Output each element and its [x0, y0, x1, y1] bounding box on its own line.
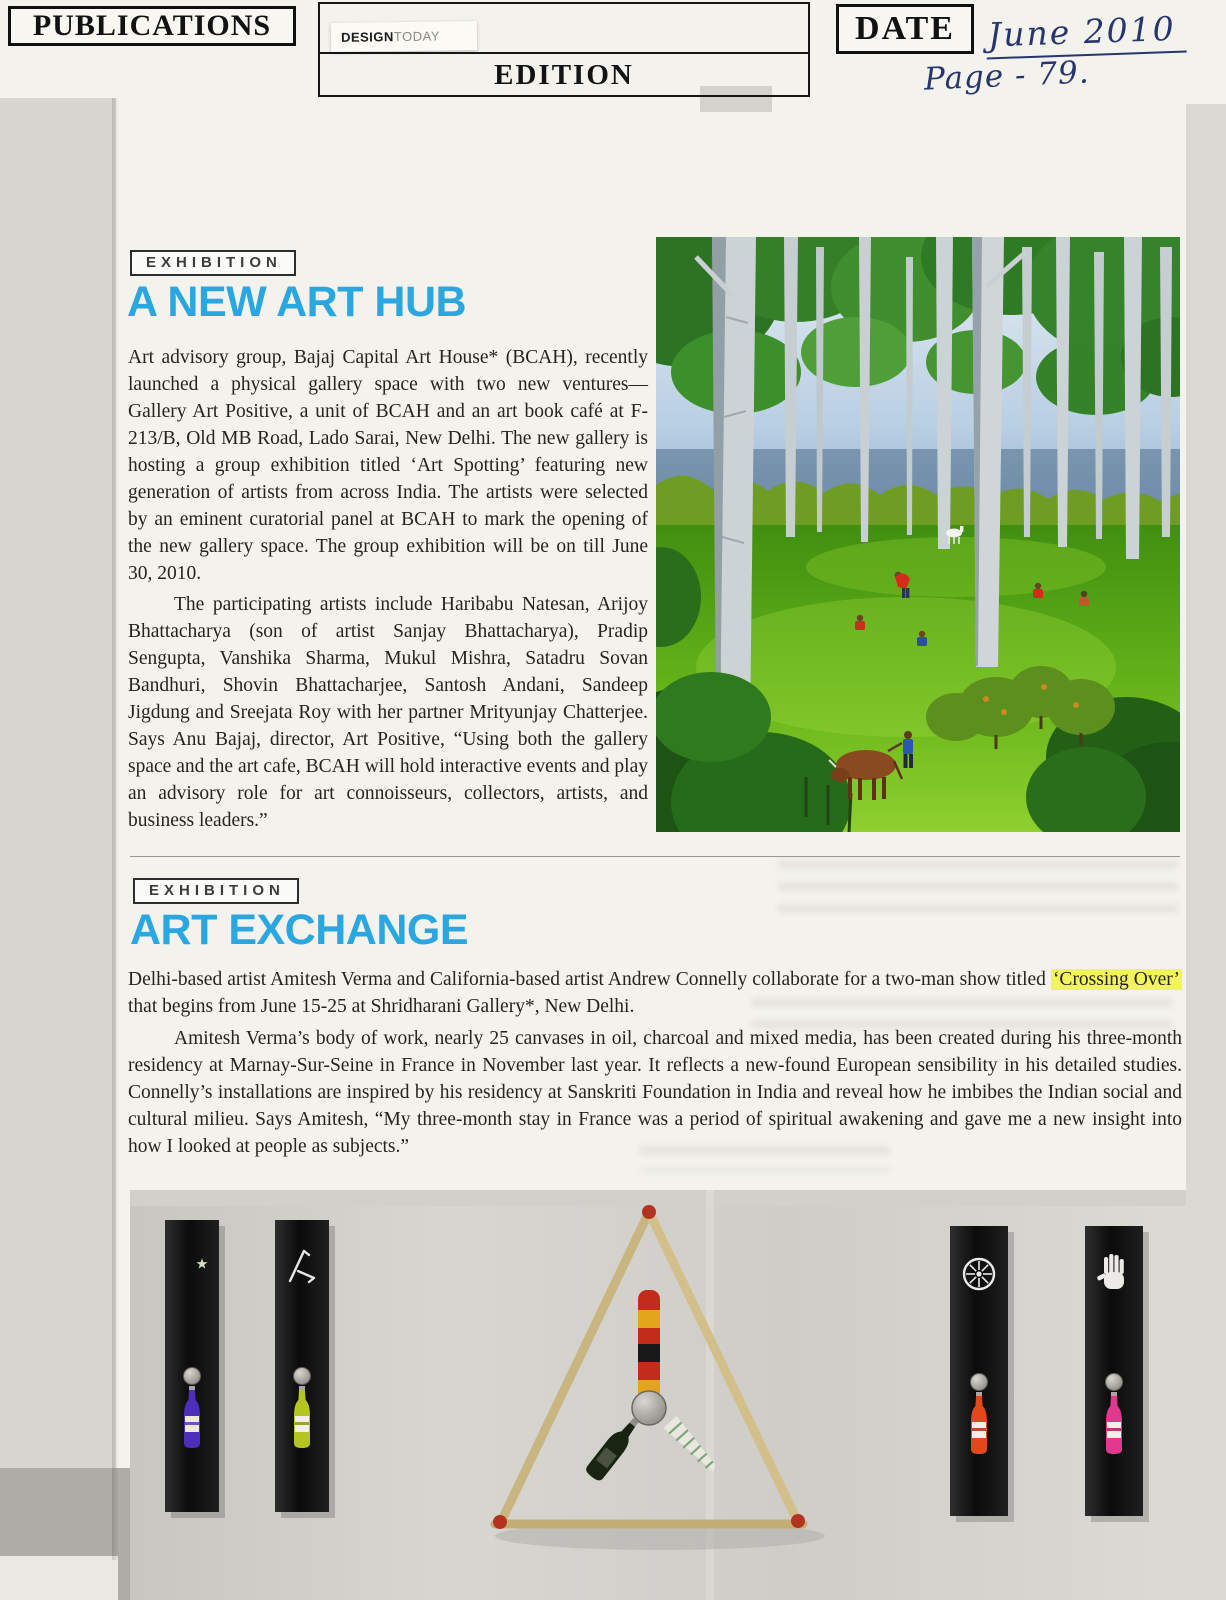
section-tag-label-1: EXHIBITION: [130, 250, 296, 276]
scan-corner-light-patch: [0, 1556, 118, 1600]
panel-crescent-star: [165, 1220, 225, 1518]
highlighted-phrase: ‘Crossing Over’: [1052, 969, 1180, 990]
masthead-sticker: [331, 21, 477, 52]
chakra-wheel-icon: [964, 1259, 994, 1289]
exhibition-tag-2: [133, 878, 299, 904]
p1-after-highlight: that begins from June 15-25 at Shridharani Gallery*, New Delhi.: [128, 996, 635, 1017]
ink-bleed-ghost-1: [778, 860, 1178, 926]
exhibition-tag-1: [130, 250, 296, 276]
hook-knob: [294, 1368, 311, 1385]
panel-plough: [275, 1220, 335, 1518]
masthead-design-text: DESIGN: [340, 29, 394, 45]
hook-knob: [1106, 1374, 1123, 1391]
headline-art-exchange: ART EXCHANGE: [130, 906, 469, 954]
headline-new-art-hub: A NEW ART HUB: [127, 278, 467, 326]
art-exchange-paragraph-1: [128, 966, 1182, 1020]
handwritten-page-number: Page - 79.: [923, 54, 1091, 98]
masthead-today-text: TODAY: [393, 28, 441, 45]
new-art-hub-paragraph-2: The participating artists include Haribabu Natesan, Arijoy Bhattacharya (son of artist Sanjay Bhattacharya), Pradip Sengupta, Vanshika Sharma, Mukul Mishra, Satadru Sovan Bandhuri, Shovin Bhattacharjee, Santosh Andani, Sandeep Jigdung and Sreejata Roy with her partner Mrityunjay Chatterjee. Says Anu Bajaj, director, Art Positive, “Using both the gallery space and the art cafe, BCAH will hold interactive events and play an advisory role for art connoisseurs, collectors, artists, and business leaders.”: [128, 594, 648, 831]
section-tag-label-2: EXHIBITION: [133, 878, 299, 904]
center-sphere-knob: [632, 1391, 666, 1425]
installation-artwork-photo: [130, 1190, 1186, 1600]
painting-forest-scene: [656, 237, 1180, 832]
p1-before-highlight: Delhi-based artist Amitesh Verma and California-based artist Andrew Connelly collaborate for a two-man show titled: [128, 969, 1051, 990]
handwritten-date: June 2010: [985, 9, 1186, 60]
hook-knob: [184, 1368, 201, 1385]
scan-margin-left: [0, 98, 116, 1560]
striped-paddle: [638, 1290, 660, 1402]
sheet-edge-shadow: [112, 98, 119, 1560]
edition-label: EDITION: [494, 58, 634, 91]
edition-cell-divider: [318, 52, 810, 54]
new-art-hub-paragraph-1: Art advisory group, Bajaj Capital Art House* (BCAH), recently launched a physical gallery space with two new ventures—Gallery Art Positive, a unit of BCAH and an art book café at F-213/B, Old MB Road, Lado Sarai, New Delhi. The new gallery is hosting a group exhibition titled ‘Art Spotting’ featuring new generation of artists from across India. The artists were selected by an eminent curatorial panel at BCAH to mark the opening of the new gallery space. The group exhibition will be on till June 30, 2010.: [128, 347, 648, 584]
panel-chakra: [950, 1226, 1014, 1522]
publications-label: PUBLICATIONS: [8, 6, 296, 46]
article-divider-rule: [130, 856, 1180, 857]
panel-hand: [1085, 1226, 1149, 1522]
art-exchange-text-block: [128, 966, 1182, 1160]
hook-knob: [971, 1374, 988, 1391]
new-art-hub-text-column: [128, 344, 648, 834]
art-exchange-paragraph-2: Amitesh Verma’s body of work, nearly 25 canvases in oil, charcoal and mixed media, has been created during his three-month residency at Marnay-Sur-Seine in France in November last year. It reflects a new-found European sensibility in his detailed studies. Connelly’s installations are inspired by his residency at Sanskriti Foundation in India and reveal how he imbibes the Indian social and cultural milieu. Says Amitesh, “My three-month stay in France was a period of spiritual awakening and gave me a new insight into how I looked at people as subjects.”: [128, 1028, 1182, 1157]
date-label: DATE: [836, 4, 974, 54]
scan-margin-right: [1186, 104, 1226, 1600]
